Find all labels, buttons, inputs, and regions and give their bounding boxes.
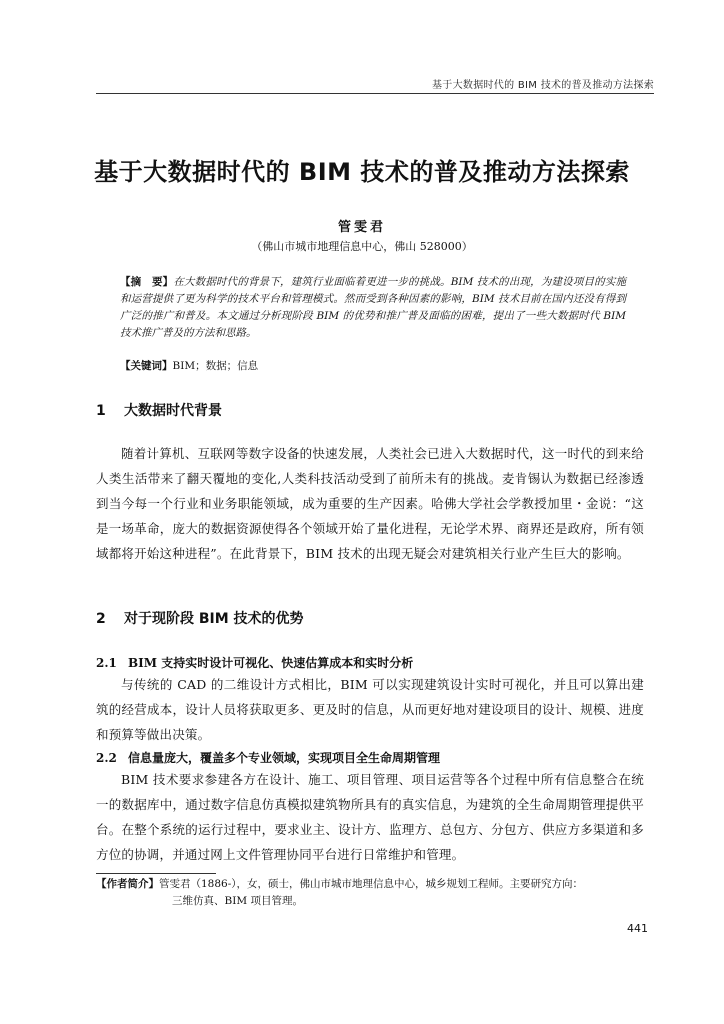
keywords <box>120 358 258 373</box>
section-title: 对于现阶段 BIM 技术的优势 <box>124 611 304 627</box>
section-title: 大数据时代背景 <box>124 403 222 419</box>
section-number: 2 <box>96 611 106 627</box>
footnote-line-1: 管雯君（1886-），女，硕士，佛山市城市地理信息中心，城乡规划工程师。主要研究方向： <box>159 878 584 890</box>
subsection-2-1-paragraph: 与传统的 CAD 的二维设计方式相比，BIM 可以实现建筑设计实时可视化，并且可以算出建筑的经营成本，设计人员将获取更多、更及时的信息，从而更好地对建设项目的设计、规模、进度和预算等做出决策。 <box>96 677 644 742</box>
subsection-title: BIM 支持实时设计可视化、快速估算成本和实时分析 <box>128 656 414 670</box>
section-1-heading <box>96 400 222 420</box>
section-2-heading <box>96 608 304 628</box>
footnote-rule <box>96 873 216 874</box>
keywords-text: BIM；数据；信息 <box>172 360 259 372</box>
abstract <box>120 274 626 342</box>
author-affiliation: （佛山市城市地理信息中心，佛山 528000） <box>251 240 473 253</box>
header-rule <box>96 93 654 94</box>
subsection-2-1-heading <box>96 654 413 671</box>
subsection-number: 2.1 <box>96 656 117 670</box>
footnote-label: 【作者简介】 <box>96 878 159 890</box>
abstract-text: 在大数据时代的背景下，建筑行业面临着更进一步的挑战。BIM 技术的出现，为建设项目的实施和运营提供了更为科学的技术平台和管理模式。然而受到各种因素的影响，BIM 技术目前在国内还没有得到广泛的推广和普及。本文通过分析现阶段 BIM 的优势和推广普及面临的困难，提出了一些大数据时代 BIM 技术推广普及的方法和思路。 <box>120 276 627 339</box>
author-footnote <box>96 876 656 910</box>
paper-title: 基于大数据时代的 BIM 技术的普及推动方法探索 <box>94 158 630 186</box>
subsection-2-2-paragraph: BIM 技术要求参建各方在设计、施工、项目管理、项目运营等各个过程中所有信息整合在统一的数据库中，通过数字信息仿真模拟建筑物所具有的真实信息，为建筑的全生命周期管理提供平台。在整个系统的运行过程中，要求业主、设计方、监理方、总包方、分包方、供应方多渠道和多方位的协调，并通过网上文件管理协同平台进行日常维护和管理。 <box>96 772 644 862</box>
subsection-2-2-heading <box>96 749 440 766</box>
footnote-line-2: 三维仿真、BIM 项目管理。 <box>172 895 303 907</box>
subsection-number: 2.2 <box>96 751 117 765</box>
keywords-label: 【关键词】 <box>120 360 173 372</box>
section-1-paragraph: 随着计算机、互联网等数字设备的快速发展，人类社会已进入大数据时代，这一时代的到来给人类生活带来了翻天覆地的变化,人类科技活动受到了前所未有的挑战。麦肯锡认为数据已经渗透到当今每一个行业和业务职能领域，成为重要的生产因素。哈佛大学社会学教授加里・金说：“这是一场革命，庞大的数据资源使得各个领域开始了量化进程，无论学术界、商界还是政府，所有领域都将开始这种进程”。在此背景下，BIM 技术的出现无疑会对建筑相关行业产生巨大的影响。 <box>96 446 644 561</box>
section-number: 1 <box>96 403 106 419</box>
abstract-label: 【摘 要】 <box>120 276 174 288</box>
page-number: 441 <box>627 922 648 935</box>
subsection-title: 信息量庞大，覆盖多个专业领域，实现项目全生命周期管理 <box>128 751 441 765</box>
author-name: 管雯君 <box>337 220 386 235</box>
running-head: 基于大数据时代的 BIM 技术的普及推动方法探索 <box>432 80 654 91</box>
